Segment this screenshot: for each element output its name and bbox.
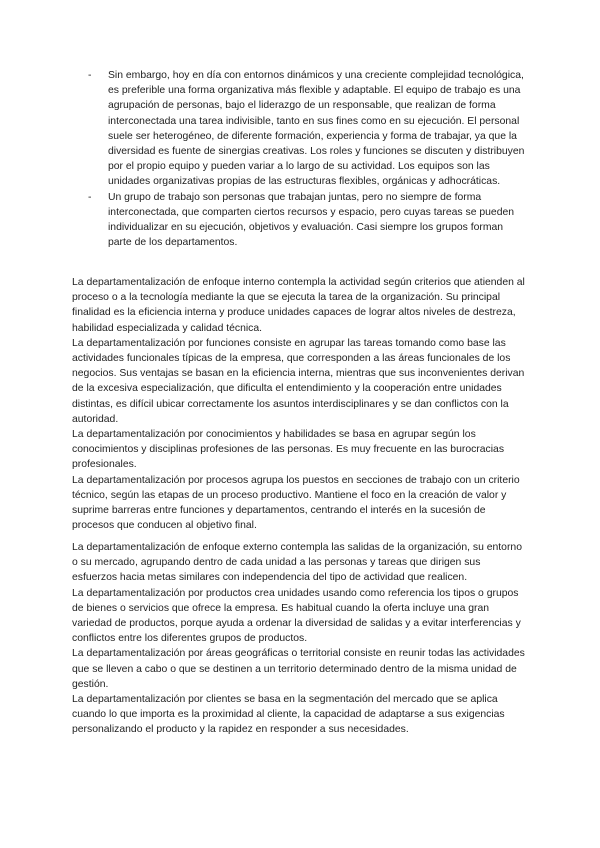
bullet-item-teams	[88, 68, 526, 190]
bullet-text: Sin embargo, hoy en día con entornos dinámicos y una creciente complejidad tecnológica, es preferible una forma organizativa más flexible y adaptable. El equipo de trabajo es una agrupación de personas, bajo el liderazgo de un responsable, que realizan de forma interconectada una tarea indivisible, tanto en sus fines como en su ejecución. El personal suele ser heterogéneo, de diferente formación, experiencia y forma de trabajar, ya que la diversidad es fuente de sinergias creativas. Los roles y funciones se discuten y distribuyen por el propio equipo y pueden variar a lo largo de su actividad. Los equipos son las unidades organizativas propias de las estructuras flexibles, orgánicas y adhocráticas.	[108, 70, 525, 188]
paragraph-internal-approach: La departamentalización de enfoque interno contempla la actividad según criterios que atienden al proceso o a la tecnología mediante la que se ejecuta la tarea de la organización. Su principal finalidad es la eficiencia interna y produce unidades capaces de lograr altos niveles de destreza, habilidad especializada y calidad técnica.	[72, 277, 525, 334]
bullet-item-work-groups	[88, 190, 526, 251]
paragraph-by-clients: La departamentalización por clientes se basa en la segmentación del mercado que se aplica cuando lo que importa es la proximidad al cliente, la capacidad de adaptarse a sus exigencias personalizando el producto y la rapidez en responder a sus necesidades.	[72, 694, 505, 736]
paragraph-by-products: La departamentalización por productos crea unidades usando como referencia los tipos o grupos de bienes o servicios que ofrece la empresa. Es habitual cuando la oferta incluye una gran variedad de productos, porque ayuda a ordenar la diversidad de salidas y a evitar interferencias y conflictos entre los diferentes grupos de productos.	[72, 587, 521, 645]
bullet-list	[88, 68, 526, 250]
paragraph-by-functions: La departamentalización por funciones consiste en agrupar las tareas tomando como base las actividades funcionales típicas de la empresa, que corresponden a las áreas funcionales de los negocios. Sus ventajas se basan en la eficiencia interna, mientras que sus inconvenientes derivan de la excesiva especialización, que dificulta el entendimiento y la cooperación entre unidades distintas, es difícil ubicar correctamente los asuntos interdisciplinares y se dan conflictos con la autoridad.	[72, 337, 525, 425]
paragraph-by-processes: La departamentalización por procesos agrupa los puestos en secciones de trabajo con un criterio técnico, según las etapas de un proceso productivo. Mantiene el foco en la creación de valor y suprime barreras entre funciones y departamentos, centrando el interés en la sucesión de procesos que conducen al objetivo final.	[72, 474, 520, 532]
bullet-marker: -	[88, 70, 92, 81]
paragraph-by-geography: La departamentalización por áreas geográficas o territorial consiste en reunir todas las actividades que se lleven a cabo o que se destinen a un territorio determinado dentro de la misma unidad de gestión.	[72, 648, 525, 690]
external-approach-section	[72, 540, 526, 738]
paragraph-external-approach: La departamentalización de enfoque externo contempla las salidas de la organización, su entorno o su mercado, agrupando dentro de cada unidad a las personas y tareas que dirigen sus esfuerzos hacia metas similares con independencia del tipo de actividad que realicen.	[72, 542, 522, 584]
internal-approach-section	[72, 275, 526, 533]
bullet-text: Un grupo de trabajo son personas que trabajan juntas, pero no siempre de forma interconectada, que comparten ciertos recursos y espacio, pero cuyas tareas se pueden individualizar en su ejecución, objetivos y evaluación. Casi siempre los grupos forman parte de los departamentos.	[108, 191, 515, 249]
bullet-marker: -	[88, 191, 92, 203]
paragraph-by-knowledge: La departamentalización por conocimientos y habilidades se basa en agrupar según los conocimientos y disciplinas profesiones de las personas. Es muy frecuente en las burocracias profesionales.	[72, 429, 505, 471]
